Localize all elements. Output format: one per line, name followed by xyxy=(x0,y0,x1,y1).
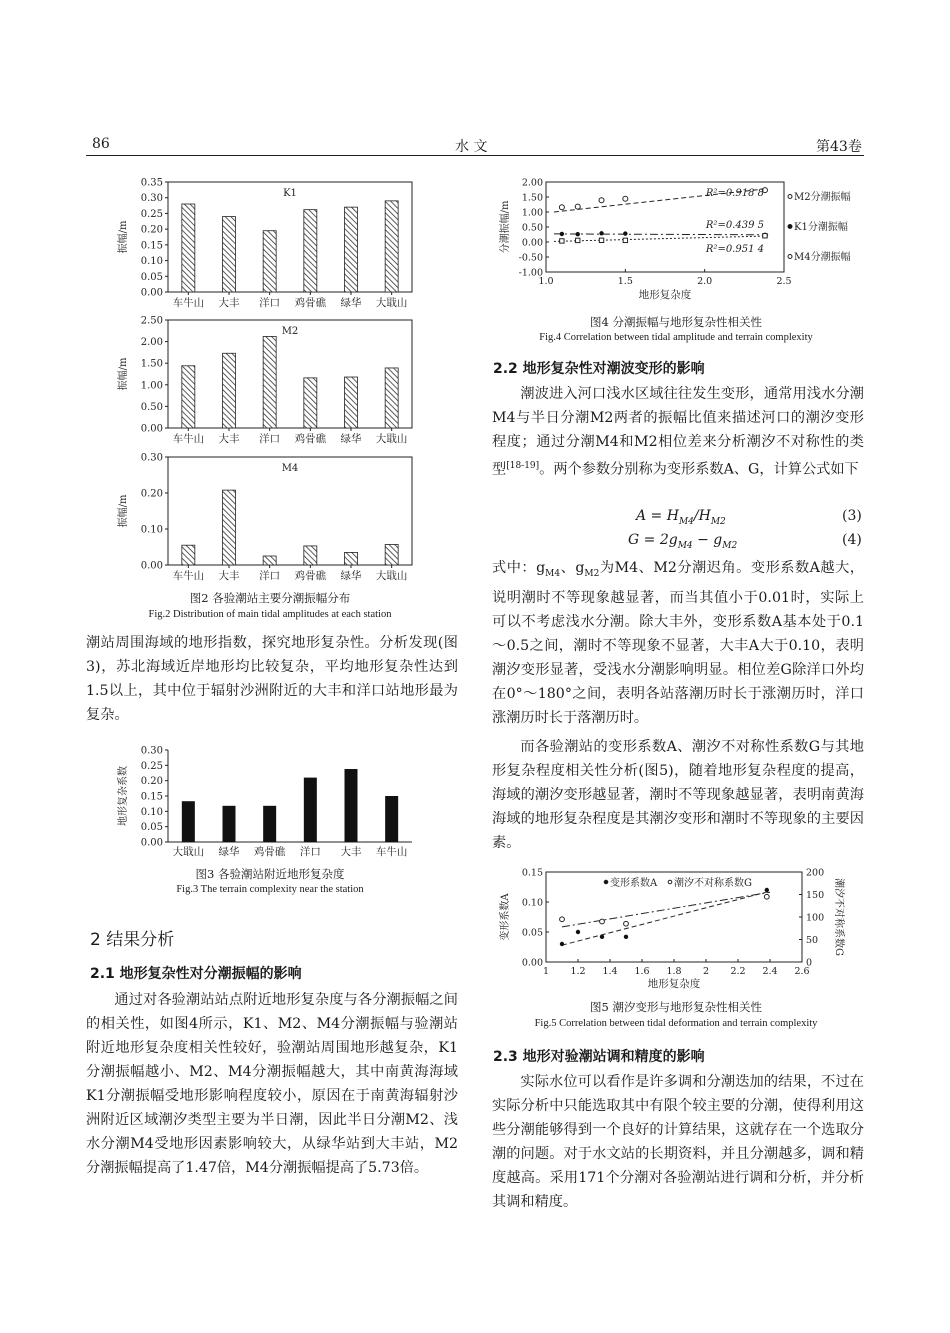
figure4-caption-cn: 图4 分潮振幅与地形复杂性相关性 xyxy=(590,315,762,329)
fig2-xtick-label: 洋口 xyxy=(259,433,281,445)
formula-4: $G = 2g_{M4} - g_{M2}$ xyxy=(628,532,738,551)
fig5-ytick-label: 0.10 xyxy=(521,897,543,909)
fig5-xlabel: 地形复杂度 xyxy=(647,978,701,990)
fig3-xtick-label: 大丰 xyxy=(340,846,362,858)
fig4-point xyxy=(599,231,603,235)
journal-name: 水 文 xyxy=(455,139,488,155)
fig4-point xyxy=(559,205,564,210)
fig2-panel-m4 xyxy=(116,453,412,583)
fig5-xtick-label: 2.6 xyxy=(794,966,810,977)
fig2-ytick-label: 0.35 xyxy=(140,177,163,189)
fig2-ylabel: 振幅/m xyxy=(118,220,129,254)
section21-paragraph: 通过对各验潮站站点附近地形复杂度与各分潮振幅之间的相关性，如图4所示，K1、M2、M4分潮振幅与验潮站附近地形复杂度相关性较好，验潮站周围地形越复杂，K1分潮振幅越小、M2、M4分潮振幅越大，其中南黄海海域K1分潮振幅受地形影响程度较小，原因在于南黄海辐射沙洲附近区域潮汐类型主要为半日潮，因此半日分潮M2、浅水分潮M4受地形因素影响较大，从绿华站到大丰站，M2分潮振幅提高了1.47倍，M4分潮振幅提高了5.73倍。 xyxy=(86,992,458,1176)
fig2-ytick-label: 0.10 xyxy=(140,524,163,536)
fig4-point xyxy=(623,196,628,201)
fig4-series-3 xyxy=(554,234,851,263)
fig2-ytick-label: 2.00 xyxy=(140,337,163,349)
fig3-ytick-label: 0.25 xyxy=(140,760,163,772)
figure4-caption-en: Fig.4 Correlation between tidal amplitude and terrain complexity xyxy=(539,332,813,343)
fig3-bar xyxy=(385,796,398,842)
fig2-xtick-label: 绿华 xyxy=(340,570,362,582)
fig4-ylabel: 分潮振幅/m xyxy=(500,200,511,254)
fig4-legend-marker xyxy=(788,195,792,199)
fig3-ytick-label: 0.00 xyxy=(140,837,163,849)
fig4-trend-line xyxy=(554,234,768,235)
fig2-bar xyxy=(304,378,317,428)
section22-paragraph1: 潮波进入河口浅水区域往往发生变形，通常用浅水分潮M4与半日分潮M2两者的振幅比值来描述河口的潮汐变形程度；通过分潮M4和M2相位差来分析潮汐不对称性的类型[18-19]。两个参数分别称为变形系数A、G，计算公式如下 xyxy=(492,386,864,478)
section2-title: 2 结果分析 xyxy=(90,930,175,950)
fig2-bar xyxy=(182,545,195,565)
fig4-xtick-label: 1.5 xyxy=(617,276,633,287)
fig4-legend-label: M2分潮振幅 xyxy=(794,192,851,203)
fig4-ytick-label: 1.00 xyxy=(521,207,543,219)
formula-3-number: (3) xyxy=(842,508,862,524)
fig2-ytick-label: 2.50 xyxy=(140,315,163,327)
fig2-ytick-label: 0.00 xyxy=(140,560,163,572)
fig4-point xyxy=(623,231,627,235)
formula-4-number: (4) xyxy=(842,532,862,548)
fig4-legend-label: K1分潮振幅 xyxy=(794,222,848,233)
figure3 xyxy=(110,742,430,864)
fig2-xtick-label: 鸡骨礁 xyxy=(294,570,327,582)
fig2-panel-title: M4 xyxy=(281,463,299,474)
fig3-bar xyxy=(263,806,276,842)
figure3-caption-cn: 图3 各验潮站附近地形复杂度 xyxy=(195,867,345,881)
fig5-xtick-label: 2 xyxy=(702,966,710,977)
fig4-point xyxy=(575,204,580,209)
fig5-xtick-label: 2.4 xyxy=(762,966,778,977)
fig5-point xyxy=(765,888,769,892)
figure5-caption-cn: 图5 潮汐变形与地形复杂性相关性 xyxy=(590,1000,762,1014)
fig5-legend-label: 潮汐不对称系数G xyxy=(674,878,752,889)
fig2-ytick-label: 0.15 xyxy=(140,240,163,252)
fig2-bar xyxy=(263,231,276,292)
fig4-xtick-label: 2.0 xyxy=(697,276,713,287)
fig5-ytick2-label: 150 xyxy=(806,890,825,901)
fig2-xtick-label: 洋口 xyxy=(259,297,281,309)
fig2-ytick-label: 0.30 xyxy=(140,193,163,205)
fig2-ytick-label: 0.00 xyxy=(140,287,163,299)
fig2-panel-title: K1 xyxy=(283,188,297,199)
fig5-xtick-label: 1 xyxy=(542,966,550,977)
fig2-bar xyxy=(345,552,358,565)
fig3-ytick-label: 0.20 xyxy=(140,776,163,788)
figure5 xyxy=(496,866,866,996)
fig5-ytick-label: 0.15 xyxy=(521,867,543,879)
fig4-ytick-label: -1.00 xyxy=(518,267,543,279)
fig5-point xyxy=(560,942,564,946)
fig5-point xyxy=(576,930,580,934)
fig2-bar xyxy=(223,217,236,292)
fig4-series-2 xyxy=(554,220,848,237)
fig5-ytick2-label: 100 xyxy=(806,912,825,924)
left-intro-paragraph: 潮站周围海域的地形指数，探究地形复杂性。分析发现(图3)，苏北海域近岸地形均比较复杂，平均地形复杂性达到1.5以上，其中位于辐射沙洲附近的大丰和洋口站地形最为复杂。 xyxy=(86,635,458,723)
formula-3: $A = H_{M4}/H_{M2}$ xyxy=(636,508,726,527)
fig2-panel-m2 xyxy=(116,316,412,446)
fig2-xtick-label: 洋口 xyxy=(259,570,281,582)
fig2-ytick-label: 0.10 xyxy=(140,256,163,268)
fig2-ylabel: 振幅/m xyxy=(118,357,129,391)
fig5-trend-line xyxy=(562,892,770,927)
fig3-xtick-label: 鸡骨礁 xyxy=(253,846,286,858)
fig2-ytick-label: 0.50 xyxy=(140,401,163,413)
fig2-ytick-label: 0.05 xyxy=(140,271,163,283)
fig2-bar xyxy=(304,546,317,565)
fig2-xtick-label: 绿华 xyxy=(340,297,362,309)
fig4-xtick-label: 2.5 xyxy=(776,276,792,287)
fig2-xtick-label: 鸡骨礁 xyxy=(294,297,327,309)
fig4-xtick-label: 1.0 xyxy=(538,276,554,287)
fig2-xtick-label: 车牛山 xyxy=(172,297,205,309)
fig2-xtick-label: 大丰 xyxy=(218,433,240,445)
fig2-xtick-label: 绿华 xyxy=(340,433,362,445)
fig5-point xyxy=(624,935,628,939)
fig2-ytick-label: 1.00 xyxy=(140,380,163,392)
fig2-panel-k1 xyxy=(116,178,412,310)
fig2-xtick-label: 大丰 xyxy=(218,297,240,309)
fig5-ylabel2: 潮汐不对称系数G xyxy=(833,878,844,956)
fig4-ytick-label: 0.00 xyxy=(521,237,543,249)
volume-number: 第43卷 xyxy=(816,139,862,155)
figure3-caption-en: Fig.3 The terrain complexity near the station xyxy=(176,884,364,895)
fig3-xtick-label: 绿华 xyxy=(218,846,240,858)
section22-paragraph2: 式中：$g_{M4}$、$g_{M2}$为M4、M2分潮迟角。变形系数A越大，说明潮时不等现象越显著，而当其值小于0.01时，实际上可以不考虑浅水分潮。除大丰外，变形系数A基本处于0.1～0.5之间，潮时不等现象不显著，大丰A大于0.10，表明潮汐变形显著，受浅水分潮影响明显。相位差G除洋口外均在0°～180°之间，表明各站落潮历时长于涨潮历时，洋口涨潮历时长于落潮历时。 xyxy=(492,560,864,726)
section23-paragraph: 实际水位可以看作是许多调和分潮迭加的结果，不过在实际分析中只能选取其中有限个较主要的分潮，使得利用这些分潮能够得到一个良好的计算结果，这就存在一个选取分潮的问题。对于水文站的长期资料，并且分潮越多，调和精度越高。采用171个分潮对各验潮站进行调和分析，并分析其调和精度。 xyxy=(492,1074,864,1210)
figure2-chart xyxy=(110,170,430,590)
fig5-legend-marker xyxy=(604,880,608,884)
fig2-ytick-label: 0.30 xyxy=(140,452,163,464)
fig5-ytick-label: 0.05 xyxy=(521,927,543,939)
fig5-point xyxy=(560,917,565,922)
fig3-xtick-label: 车牛山 xyxy=(375,846,408,858)
fig4-ytick-label: -0.50 xyxy=(518,252,543,264)
fig4-point xyxy=(623,238,627,242)
figure2 xyxy=(110,170,430,590)
fig4-point xyxy=(576,238,580,242)
fig5-point xyxy=(600,919,605,924)
fig4-point xyxy=(599,238,603,242)
fig5-legend-marker xyxy=(668,880,672,884)
figure2-caption-en: Fig.2 Distribution of main tidal amplitudes at each station xyxy=(148,609,392,620)
fig2-bar xyxy=(385,201,398,292)
figure2-caption-cn: 图2 各验潮站主要分潮振幅分布 xyxy=(189,591,351,605)
fig2-bar xyxy=(223,490,236,565)
fig4-trend-line xyxy=(554,236,768,241)
fig2-bar xyxy=(223,353,236,428)
fig5-point xyxy=(764,894,769,899)
fig5-ylabel: 变形系数A xyxy=(500,893,511,941)
section21-title: 2.1 地形复杂性对分潮振幅的影响 xyxy=(90,966,302,982)
fig2-ytick-label: 0.20 xyxy=(140,488,163,500)
fig2-bar xyxy=(263,556,276,565)
figure4-chart xyxy=(496,174,866,306)
fig2-xtick-label: 车牛山 xyxy=(172,433,205,445)
figure5-chart xyxy=(496,866,866,996)
fig3-ylabel: 地形复杂系数 xyxy=(118,766,129,826)
fig2-ytick-label: 0.00 xyxy=(140,423,163,435)
header-rule xyxy=(86,155,864,156)
fig2-bar xyxy=(304,210,317,292)
fig4-legend-marker xyxy=(788,255,792,259)
fig3-ytick-label: 0.10 xyxy=(140,806,163,818)
fig2-bar xyxy=(263,336,276,428)
fig5-point xyxy=(600,935,604,939)
fig2-ylabel: 振幅/m xyxy=(118,494,129,528)
fig5-xtick-label: 1.6 xyxy=(634,966,650,977)
fig4-r2-label: R²=0.439 5 xyxy=(705,220,764,231)
page-number: 86 xyxy=(92,136,110,152)
fig5-point xyxy=(624,921,629,926)
fig2-xtick-label: 车牛山 xyxy=(172,570,205,582)
fig3-ytick-label: 0.15 xyxy=(140,791,163,803)
fig2-bar xyxy=(182,366,195,428)
fig4-legend-marker xyxy=(788,225,792,229)
fig3-xtick-label: 洋口 xyxy=(299,846,321,858)
citation-ref: [18-19] xyxy=(506,461,540,471)
fig4-point xyxy=(560,232,564,236)
fig3-ytick-label: 0.05 xyxy=(140,822,163,834)
fig3-bar xyxy=(345,769,358,842)
fig4-ytick-label: 2.00 xyxy=(521,177,543,189)
fig4-r2-label: R²=0.918 8 xyxy=(705,188,764,199)
fig2-ytick-label: 0.20 xyxy=(140,224,163,236)
figure3-chart xyxy=(110,742,430,864)
section22-paragraph3: 而各验潮站的变形系数A、潮汐不对称性系数G与其地形复杂程度相关性分析(图5)，随着地形复杂程度的提高，海域的潮汐变形越显著，潮时不等现象越显著，表明南黄海海域的地形复杂程度是其潮汐变形和潮时不等现象的主要因素。 xyxy=(492,739,864,851)
fig5-xtick-label: 1.8 xyxy=(666,966,682,977)
fig4-r2-label: R²=0.951 4 xyxy=(705,244,764,255)
fig5-ytick-label: 0.00 xyxy=(521,957,543,969)
section23-title: 2.3 地形对验潮站调和精度的影响 xyxy=(493,1049,705,1065)
section22-title: 2.2 地形复杂性对潮波变形的影响 xyxy=(493,361,705,377)
fig5-trend-line xyxy=(562,891,770,945)
fig2-bar xyxy=(385,368,398,428)
fig5-ytick2-label: 200 xyxy=(806,867,825,879)
fig5-ytick2-label: 50 xyxy=(806,935,819,946)
fig5-series-2 xyxy=(560,876,770,927)
fig2-panel-title: M2 xyxy=(281,326,299,337)
fig2-xtick-label: 鸡骨礁 xyxy=(294,433,327,445)
fig4-xlabel: 地形复杂度 xyxy=(638,289,692,301)
fig2-bar xyxy=(345,207,358,292)
fig2-ytick-label: 1.50 xyxy=(140,358,163,370)
fig3-xtick-label: 大戢山 xyxy=(172,846,205,858)
fig2-xtick-label: 大戢山 xyxy=(375,433,408,445)
fig4-point xyxy=(763,234,767,238)
fig5-xtick-label: 1.4 xyxy=(602,966,618,977)
fig5-ytick2-label: 0 xyxy=(806,957,813,969)
fig2-ytick-label: 0.25 xyxy=(140,208,163,220)
fig2-bar xyxy=(345,377,358,428)
figure5-caption-en: Fig.5 Correlation between tidal deformation and terrain complexity xyxy=(534,1018,818,1029)
fig4-legend-label: M4分潮振幅 xyxy=(794,252,851,263)
fig4-ytick-label: 0.50 xyxy=(521,222,543,234)
fig5-legend-label: 变形系数A xyxy=(610,878,658,889)
fig5-xtick-label: 2.2 xyxy=(730,966,746,977)
fig2-bar xyxy=(182,204,195,292)
figure4 xyxy=(496,174,866,306)
fig3-bar xyxy=(223,806,236,842)
fig5-xtick-label: 1.2 xyxy=(570,966,586,977)
fig4-series-1 xyxy=(554,188,851,212)
fig4-ytick-label: 1.50 xyxy=(521,192,543,204)
fig4-point xyxy=(576,232,580,236)
fig4-point xyxy=(560,239,564,243)
fig2-xtick-label: 大戢山 xyxy=(375,297,408,309)
fig2-bar xyxy=(385,544,398,565)
fig2-xtick-label: 大戢山 xyxy=(375,570,408,582)
fig3-bar xyxy=(182,801,195,842)
fig4-point xyxy=(599,198,604,203)
fig3-bar xyxy=(304,778,317,842)
fig3-ytick-label: 0.30 xyxy=(140,745,163,757)
fig2-xtick-label: 大丰 xyxy=(218,570,240,582)
